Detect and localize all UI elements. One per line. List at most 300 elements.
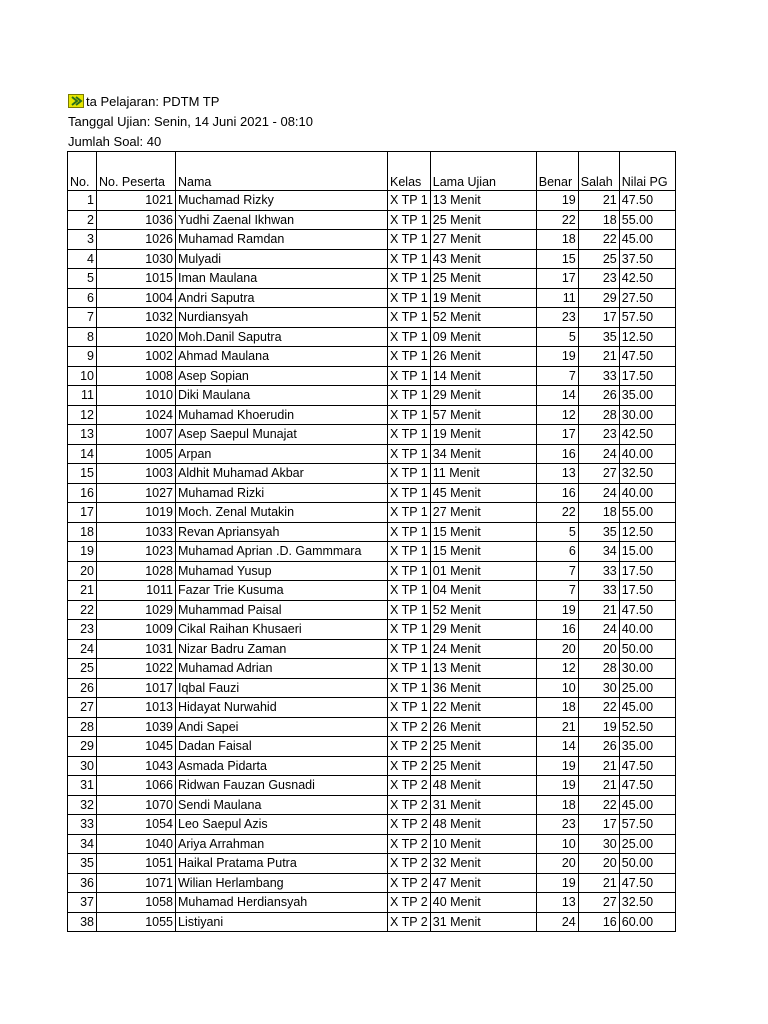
cell-class: X TP 1	[388, 678, 431, 698]
cell-no: 10	[68, 366, 97, 386]
col-header-class: Kelas	[388, 152, 431, 191]
cell-class: X TP 1	[388, 230, 431, 250]
cell-participant-no: 1009	[97, 620, 176, 640]
cell-wrong: 24	[578, 620, 619, 640]
cell-class: X TP 2	[388, 795, 431, 815]
cell-duration: 19 Menit	[430, 288, 536, 308]
cell-class: X TP 1	[388, 288, 431, 308]
cell-name: Asep Saepul Munajat	[176, 425, 388, 445]
subject-text: ta Pelajaran: PDTM TP	[86, 94, 220, 109]
cell-name: Fazar Trie Kusuma	[176, 581, 388, 601]
col-header-correct: Benar	[536, 152, 578, 191]
cell-name: Asep Sopian	[176, 366, 388, 386]
cell-correct: 13	[536, 893, 578, 913]
cell-score: 45.00	[619, 698, 675, 718]
cell-class: X TP 1	[388, 425, 431, 445]
cell-duration: 25 Menit	[430, 737, 536, 757]
cell-correct: 15	[536, 249, 578, 269]
cell-no: 28	[68, 717, 97, 737]
cell-participant-no: 1054	[97, 815, 176, 835]
cell-class: X TP 2	[388, 893, 431, 913]
cell-participant-no: 1026	[97, 230, 176, 250]
cell-wrong: 35	[578, 327, 619, 347]
cell-correct: 21	[536, 717, 578, 737]
cell-wrong: 23	[578, 425, 619, 445]
cell-duration: 27 Menit	[430, 230, 536, 250]
cell-duration: 25 Menit	[430, 756, 536, 776]
table-row	[68, 737, 676, 757]
cell-score: 47.50	[619, 600, 675, 620]
cell-correct: 5	[536, 327, 578, 347]
cell-duration: 10 Menit	[430, 834, 536, 854]
cell-class: X TP 2	[388, 834, 431, 854]
cell-correct: 19	[536, 600, 578, 620]
cell-participant-no: 1071	[97, 873, 176, 893]
cell-no: 26	[68, 678, 97, 698]
table-row	[68, 522, 676, 542]
table-row	[68, 620, 676, 640]
cell-name: Andi Sapei	[176, 717, 388, 737]
cell-no: 29	[68, 737, 97, 757]
cell-duration: 15 Menit	[430, 542, 536, 562]
cell-participant-no: 1058	[97, 893, 176, 913]
cell-score: 47.50	[619, 756, 675, 776]
cell-score: 12.50	[619, 522, 675, 542]
cell-no: 9	[68, 347, 97, 367]
cell-no: 34	[68, 834, 97, 854]
cell-wrong: 33	[578, 366, 619, 386]
cell-no: 18	[68, 522, 97, 542]
cell-correct: 19	[536, 756, 578, 776]
cell-wrong: 26	[578, 386, 619, 406]
cell-correct: 19	[536, 776, 578, 796]
table-row	[68, 756, 676, 776]
cell-wrong: 16	[578, 912, 619, 932]
cell-participant-no: 1033	[97, 522, 176, 542]
cell-class: X TP 1	[388, 386, 431, 406]
cell-no: 25	[68, 659, 97, 679]
cell-class: X TP 2	[388, 776, 431, 796]
table-row	[68, 873, 676, 893]
cell-duration: 52 Menit	[430, 308, 536, 328]
cell-no: 11	[68, 386, 97, 406]
cell-no: 20	[68, 561, 97, 581]
cell-correct: 17	[536, 425, 578, 445]
col-header-wrong: Salah	[578, 152, 619, 191]
cell-score: 55.00	[619, 210, 675, 230]
cell-no: 5	[68, 269, 97, 289]
cell-wrong: 25	[578, 249, 619, 269]
table-row	[68, 503, 676, 523]
cell-class: X TP 1	[388, 269, 431, 289]
cell-participant-no: 1010	[97, 386, 176, 406]
cell-correct: 20	[536, 639, 578, 659]
cell-participant-no: 1045	[97, 737, 176, 757]
cell-name: Arpan	[176, 444, 388, 464]
cell-duration: 31 Menit	[430, 912, 536, 932]
cell-score: 27.50	[619, 288, 675, 308]
cell-participant-no: 1017	[97, 678, 176, 698]
cell-score: 40.00	[619, 483, 675, 503]
cell-class: X TP 1	[388, 464, 431, 484]
cell-participant-no: 1070	[97, 795, 176, 815]
cell-score: 42.50	[619, 269, 675, 289]
subject-line	[68, 94, 219, 110]
table-row	[68, 210, 676, 230]
cell-duration: 32 Menit	[430, 854, 536, 874]
cell-no: 15	[68, 464, 97, 484]
cell-wrong: 29	[578, 288, 619, 308]
cell-score: 47.50	[619, 776, 675, 796]
cell-wrong: 26	[578, 737, 619, 757]
cell-score: 35.00	[619, 737, 675, 757]
cell-class: X TP 1	[388, 542, 431, 562]
table-row	[68, 483, 676, 503]
cell-participant-no: 1013	[97, 698, 176, 718]
cell-no: 38	[68, 912, 97, 932]
cell-correct: 16	[536, 444, 578, 464]
cell-wrong: 20	[578, 854, 619, 874]
cell-score: 42.50	[619, 425, 675, 445]
cell-duration: 22 Menit	[430, 698, 536, 718]
cell-no: 22	[68, 600, 97, 620]
cell-correct: 10	[536, 678, 578, 698]
cell-wrong: 17	[578, 308, 619, 328]
cell-name: Haikal Pratama Putra	[176, 854, 388, 874]
cell-duration: 26 Menit	[430, 347, 536, 367]
cell-wrong: 27	[578, 464, 619, 484]
cell-no: 13	[68, 425, 97, 445]
cell-duration: 31 Menit	[430, 795, 536, 815]
cell-duration: 09 Menit	[430, 327, 536, 347]
cell-score: 50.00	[619, 639, 675, 659]
cell-wrong: 30	[578, 834, 619, 854]
cell-correct: 22	[536, 503, 578, 523]
cell-correct: 12	[536, 405, 578, 425]
cell-duration: 25 Menit	[430, 269, 536, 289]
cell-participant-no: 1051	[97, 854, 176, 874]
cell-wrong: 21	[578, 756, 619, 776]
table-row	[68, 288, 676, 308]
cell-wrong: 22	[578, 230, 619, 250]
cell-duration: 25 Menit	[430, 210, 536, 230]
cell-class: X TP 1	[388, 600, 431, 620]
cell-correct: 5	[536, 522, 578, 542]
cell-participant-no: 1031	[97, 639, 176, 659]
table-row	[68, 230, 676, 250]
table-row	[68, 308, 676, 328]
table-row	[68, 425, 676, 445]
col-header-duration: Lama Ujian	[430, 152, 536, 191]
cell-class: X TP 1	[388, 191, 431, 211]
table-row	[68, 912, 676, 932]
cell-participant-no: 1030	[97, 249, 176, 269]
cell-duration: 27 Menit	[430, 503, 536, 523]
cell-wrong: 35	[578, 522, 619, 542]
cell-participant-no: 1023	[97, 542, 176, 562]
cell-score: 52.50	[619, 717, 675, 737]
cell-correct: 16	[536, 620, 578, 640]
cell-name: Yudhi Zaenal Ikhwan	[176, 210, 388, 230]
table-row	[68, 542, 676, 562]
cell-no: 31	[68, 776, 97, 796]
table-row	[68, 698, 676, 718]
cell-class: X TP 1	[388, 308, 431, 328]
cell-class: X TP 1	[388, 503, 431, 523]
cell-duration: 26 Menit	[430, 717, 536, 737]
cell-participant-no: 1019	[97, 503, 176, 523]
cell-no: 17	[68, 503, 97, 523]
cell-score: 37.50	[619, 249, 675, 269]
cell-name: Hidayat Nurwahid	[176, 698, 388, 718]
cell-name: Ariya Arrahman	[176, 834, 388, 854]
cell-wrong: 21	[578, 191, 619, 211]
cell-name: Muhamad Aprian .D. Gammmara	[176, 542, 388, 562]
cell-correct: 20	[536, 854, 578, 874]
cell-correct: 17	[536, 269, 578, 289]
cell-class: X TP 1	[388, 327, 431, 347]
cell-name: Dadan Faisal	[176, 737, 388, 757]
cell-wrong: 23	[578, 269, 619, 289]
cell-duration: 04 Menit	[430, 581, 536, 601]
cell-correct: 12	[536, 659, 578, 679]
table-row	[68, 834, 676, 854]
cell-class: X TP 1	[388, 444, 431, 464]
cell-duration: 48 Menit	[430, 815, 536, 835]
cell-wrong: 28	[578, 405, 619, 425]
cell-duration: 29 Menit	[430, 386, 536, 406]
cell-wrong: 33	[578, 561, 619, 581]
table-row	[68, 600, 676, 620]
cell-class: X TP 1	[388, 581, 431, 601]
table-header-row	[68, 152, 676, 191]
col-header-score: Nilai PG	[619, 152, 675, 191]
cell-name: Muhamad Yusup	[176, 561, 388, 581]
cell-participant-no: 1027	[97, 483, 176, 503]
cell-no: 35	[68, 854, 97, 874]
table-row	[68, 639, 676, 659]
cell-wrong: 21	[578, 776, 619, 796]
cell-no: 27	[68, 698, 97, 718]
cell-participant-no: 1002	[97, 347, 176, 367]
cell-class: X TP 1	[388, 698, 431, 718]
table-row	[68, 561, 676, 581]
cell-duration: 34 Menit	[430, 444, 536, 464]
cell-no: 21	[68, 581, 97, 601]
cell-duration: 45 Menit	[430, 483, 536, 503]
cell-participant-no: 1007	[97, 425, 176, 445]
cell-no: 12	[68, 405, 97, 425]
cell-name: Muhamad Khoerudin	[176, 405, 388, 425]
cell-correct: 23	[536, 815, 578, 835]
cell-name: Nurdiansyah	[176, 308, 388, 328]
cell-score: 40.00	[619, 620, 675, 640]
table-row	[68, 581, 676, 601]
cell-duration: 13 Menit	[430, 191, 536, 211]
cell-class: X TP 2	[388, 873, 431, 893]
cell-correct: 18	[536, 230, 578, 250]
cell-correct: 14	[536, 737, 578, 757]
cell-correct: 14	[536, 386, 578, 406]
cell-no: 33	[68, 815, 97, 835]
cell-participant-no: 1055	[97, 912, 176, 932]
cell-class: X TP 2	[388, 717, 431, 737]
cell-participant-no: 1003	[97, 464, 176, 484]
cell-name: Diki Maulana	[176, 386, 388, 406]
cell-name: Iman Maulana	[176, 269, 388, 289]
cell-duration: 40 Menit	[430, 893, 536, 913]
cell-name: Asmada Pidarta	[176, 756, 388, 776]
cell-no: 1	[68, 191, 97, 211]
table-row	[68, 405, 676, 425]
cell-no: 32	[68, 795, 97, 815]
cell-participant-no: 1043	[97, 756, 176, 776]
cell-duration: 13 Menit	[430, 659, 536, 679]
cell-no: 30	[68, 756, 97, 776]
table-row	[68, 249, 676, 269]
cell-no: 4	[68, 249, 97, 269]
cell-score: 57.50	[619, 308, 675, 328]
cell-no: 8	[68, 327, 97, 347]
cell-class: X TP 1	[388, 210, 431, 230]
cell-correct: 22	[536, 210, 578, 230]
table-row	[68, 444, 676, 464]
cell-class: X TP 2	[388, 854, 431, 874]
cell-duration: 19 Menit	[430, 425, 536, 445]
cell-duration: 47 Menit	[430, 873, 536, 893]
cell-name: Ridwan Fauzan Gusnadi	[176, 776, 388, 796]
cell-wrong: 17	[578, 815, 619, 835]
cell-participant-no: 1022	[97, 659, 176, 679]
table-row	[68, 327, 676, 347]
col-header-participant-no: No. Peserta	[97, 152, 176, 191]
cell-name: Cikal Raihan Khusaeri	[176, 620, 388, 640]
cell-score: 17.50	[619, 581, 675, 601]
cell-correct: 10	[536, 834, 578, 854]
cell-no: 7	[68, 308, 97, 328]
cell-no: 24	[68, 639, 97, 659]
cell-name: Wilian Herlambang	[176, 873, 388, 893]
cell-name: Muhamad Rizki	[176, 483, 388, 503]
cell-wrong: 27	[578, 893, 619, 913]
cell-participant-no: 1039	[97, 717, 176, 737]
cell-score: 25.00	[619, 678, 675, 698]
cell-participant-no: 1040	[97, 834, 176, 854]
cell-score: 57.50	[619, 815, 675, 835]
cell-correct: 18	[536, 698, 578, 718]
cell-duration: 29 Menit	[430, 620, 536, 640]
cell-correct: 18	[536, 795, 578, 815]
cell-name: Andri Saputra	[176, 288, 388, 308]
cell-name: Iqbal Fauzi	[176, 678, 388, 698]
cell-name: Nizar Badru Zaman	[176, 639, 388, 659]
cell-class: X TP 2	[388, 756, 431, 776]
cell-wrong: 22	[578, 795, 619, 815]
col-header-name: Nama	[176, 152, 388, 191]
cell-correct: 13	[536, 464, 578, 484]
cell-participant-no: 1024	[97, 405, 176, 425]
cell-name: Muhamad Adrian	[176, 659, 388, 679]
cell-wrong: 18	[578, 503, 619, 523]
table-row	[68, 191, 676, 211]
cell-class: X TP 1	[388, 639, 431, 659]
cell-score: 55.00	[619, 503, 675, 523]
cell-wrong: 19	[578, 717, 619, 737]
cell-duration: 57 Menit	[430, 405, 536, 425]
cell-class: X TP 1	[388, 249, 431, 269]
cell-score: 30.00	[619, 659, 675, 679]
cell-score: 25.00	[619, 834, 675, 854]
cell-wrong: 24	[578, 444, 619, 464]
cell-class: X TP 1	[388, 483, 431, 503]
cell-score: 50.00	[619, 854, 675, 874]
cell-score: 30.00	[619, 405, 675, 425]
cell-no: 3	[68, 230, 97, 250]
table-row	[68, 717, 676, 737]
cell-correct: 19	[536, 873, 578, 893]
cell-class: X TP 1	[388, 405, 431, 425]
table-row	[68, 386, 676, 406]
cell-duration: 11 Menit	[430, 464, 536, 484]
exam-date: Tanggal Ujian: Senin, 14 Juni 2021 - 08:10	[68, 114, 314, 129]
cell-duration: 15 Menit	[430, 522, 536, 542]
cell-correct: 24	[536, 912, 578, 932]
col-header-no: No.	[68, 152, 97, 191]
cell-wrong: 21	[578, 347, 619, 367]
cell-correct: 23	[536, 308, 578, 328]
cell-duration: 43 Menit	[430, 249, 536, 269]
cell-class: X TP 1	[388, 561, 431, 581]
cell-no: 37	[68, 893, 97, 913]
table-row	[68, 678, 676, 698]
cell-duration: 48 Menit	[430, 776, 536, 796]
cell-class: X TP 1	[388, 620, 431, 640]
cell-correct: 7	[536, 581, 578, 601]
cell-wrong: 18	[578, 210, 619, 230]
cell-duration: 01 Menit	[430, 561, 536, 581]
cell-correct: 7	[536, 366, 578, 386]
cell-correct: 19	[536, 191, 578, 211]
cell-name: Aldhit Muhamad Akbar	[176, 464, 388, 484]
cell-score: 15.00	[619, 542, 675, 562]
cell-class: X TP 1	[388, 366, 431, 386]
cell-correct: 7	[536, 561, 578, 581]
cell-wrong: 24	[578, 483, 619, 503]
cell-class: X TP 2	[388, 912, 431, 932]
cell-participant-no: 1004	[97, 288, 176, 308]
cell-duration: 36 Menit	[430, 678, 536, 698]
cell-correct: 16	[536, 483, 578, 503]
cell-score: 17.50	[619, 366, 675, 386]
cell-name: Muhammad Paisal	[176, 600, 388, 620]
question-count: Jumlah Soal: 40	[68, 134, 162, 149]
cell-name: Muhamad Herdiansyah	[176, 893, 388, 913]
cell-wrong: 33	[578, 581, 619, 601]
cell-participant-no: 1005	[97, 444, 176, 464]
cell-name: Sendi Maulana	[176, 795, 388, 815]
cell-class: X TP 1	[388, 347, 431, 367]
cell-wrong: 28	[578, 659, 619, 679]
cell-score: 47.50	[619, 191, 675, 211]
cell-name: Muchamad Rizky	[176, 191, 388, 211]
cell-no: 23	[68, 620, 97, 640]
cell-no: 2	[68, 210, 97, 230]
cell-name: Listiyani	[176, 912, 388, 932]
cell-no: 16	[68, 483, 97, 503]
cell-wrong: 20	[578, 639, 619, 659]
cell-wrong: 21	[578, 873, 619, 893]
cell-score: 32.50	[619, 893, 675, 913]
